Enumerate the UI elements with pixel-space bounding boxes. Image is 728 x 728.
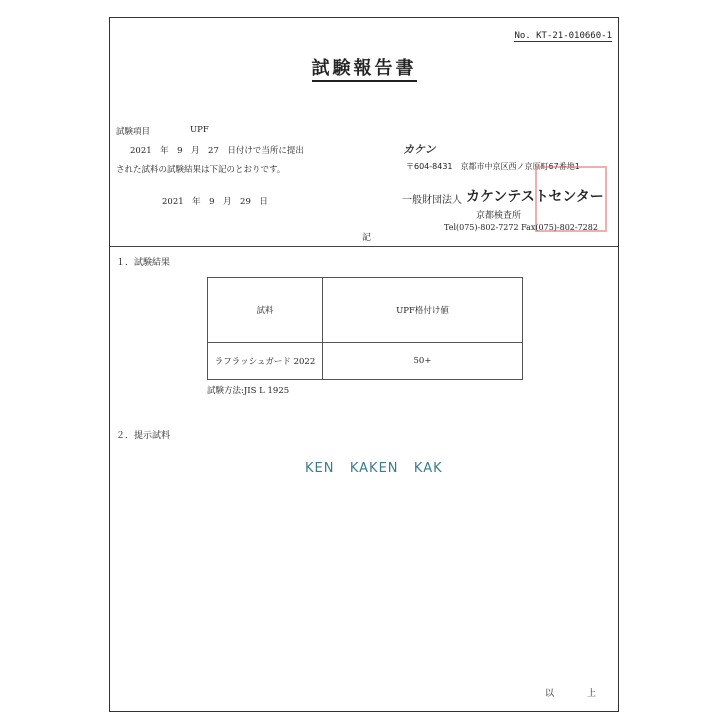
report-date: 2021 年 9 月 29 日: [162, 197, 268, 207]
test-item-label: 試験項目: [116, 127, 151, 137]
end-mark: 以 上: [544, 689, 608, 699]
issuer-org-name: カケンテストセンター: [466, 189, 604, 205]
cell-sample-name: ラフラッシュガード 2022: [208, 343, 323, 380]
header-upf-rating: UPF格付け値: [323, 278, 523, 343]
request-line-1: 2021 年 9 月 27 日付けで当所に提出: [130, 146, 304, 156]
document-title: [110, 54, 618, 80]
issuer-org-type: 一般財団法人: [402, 195, 462, 206]
kaken-logo: カケン: [403, 143, 436, 156]
test-method: 試験方法:JIS L 1925: [207, 386, 290, 396]
request-line-2: された試料の試験結果は下記のとおりです。: [116, 165, 286, 175]
issuer-branch: 京都検査所: [476, 211, 522, 221]
sample-label-watermark: KEN KAKEN KAK: [305, 461, 443, 476]
title-text: 試験報告書: [312, 58, 417, 82]
results-table: [207, 277, 523, 380]
section-divider: [110, 246, 618, 247]
cell-upf-value: 50+: [323, 343, 523, 380]
issuer-address: 〒604-8431 京都市中京区西ノ京原町67番地1: [406, 162, 580, 171]
document-number: No. KT-21-010660-1: [514, 31, 612, 41]
header-sample: 試料: [208, 278, 323, 343]
report-sheet: [109, 17, 619, 712]
section-1-title: １．試験結果: [116, 258, 171, 268]
ki-mark: 記: [362, 233, 372, 243]
table-row: [208, 343, 523, 380]
table-header-row: [208, 278, 523, 343]
issuer-tel-fax: Tel(075)-802-7272 Fax(075)-802-7282: [444, 223, 598, 232]
test-item-value: UPF: [190, 125, 209, 135]
section-2-title: ２．提示試料: [116, 431, 171, 441]
